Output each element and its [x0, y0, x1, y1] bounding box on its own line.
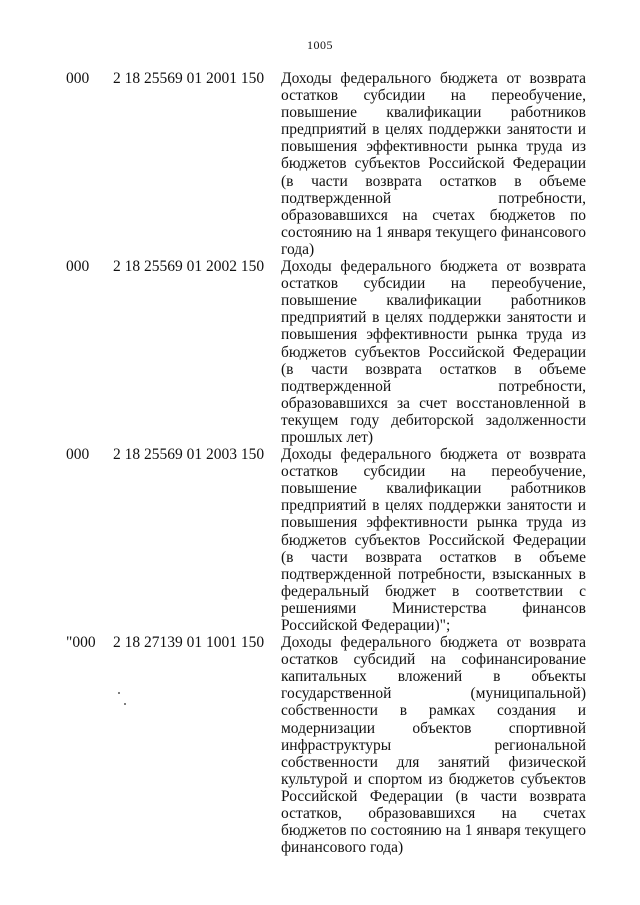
budget-classification-code: 2 18 25569 01 2002 150 — [113, 258, 265, 276]
table-row — [0, 634, 640, 856]
budget-classification-code: 2 18 25569 01 2001 150 — [113, 70, 265, 87]
budget-code-table — [0, 70, 640, 856]
table-row — [0, 446, 640, 634]
income-description: Доходы федерального бюджета от возврата остатков субсидии на переобучение, повышение квалификации работников предприятий в целях поддержки занятости и повышения эффективности рынка труда из бюджетов субъектов Российской Федерации (в части возврата остатков в объеме подтвержденной потребности, образовавшихся на счетах бюджетов по состоянию на 1 января текущего финансового года) — [281, 70, 586, 258]
income-description: Доходы федерального бюджета от возврата остатков субсидий на софинансирование капитальных вложений в объекты государственной (муниципальной) собственности в рамках создания и модернизации объектов спортивной инфраструктуры региональной собственности для занятий физической культурой и спортом из бюджетов субъектов Российской Федерации (в части возврата остатков, образовавшихся на счетах бюджетов по состоянию на 1 января текущего финансового года) — [281, 634, 586, 857]
admin-code: 000 — [66, 258, 90, 276]
page-number: 1005 — [307, 38, 333, 52]
admin-code: 000 — [66, 446, 90, 464]
table-row — [0, 258, 640, 446]
budget-classification-code: 2 18 27139 01 1001 150 — [113, 634, 265, 652]
scan-speck — [124, 703, 126, 705]
table-row — [0, 70, 640, 258]
budget-classification-code: 2 18 25569 01 2003 150 — [113, 446, 265, 464]
scan-speck — [118, 692, 120, 694]
income-description: Доходы федерального бюджета от возврата остатков субсидии на переобучение, повышение квалификации работников предприятий в целях поддержки занятости и повышения эффективности рынка труда из бюджетов субъектов Российской Федерации (в части возврата остатков в объеме подтвержденной потребности, взысканных в федеральный бюджет в соответствии с решениями Министерства финансов Российской Федерации)"; — [281, 446, 586, 634]
admin-code: "000 — [66, 634, 96, 652]
income-description: Доходы федерального бюджета от возврата остатков субсидии на переобучение, повышение квалификации работников предприятий в целях поддержки занятости и повышения эффективности рынка труда из бюджетов субъектов Российской Федерации (в части возврата остатков в объеме подтвержденной потребности, образовавшихся за счет восстановленной в текущем году дебиторской задолженности прошлых лет) — [281, 258, 586, 446]
admin-code: 000 — [66, 70, 90, 87]
